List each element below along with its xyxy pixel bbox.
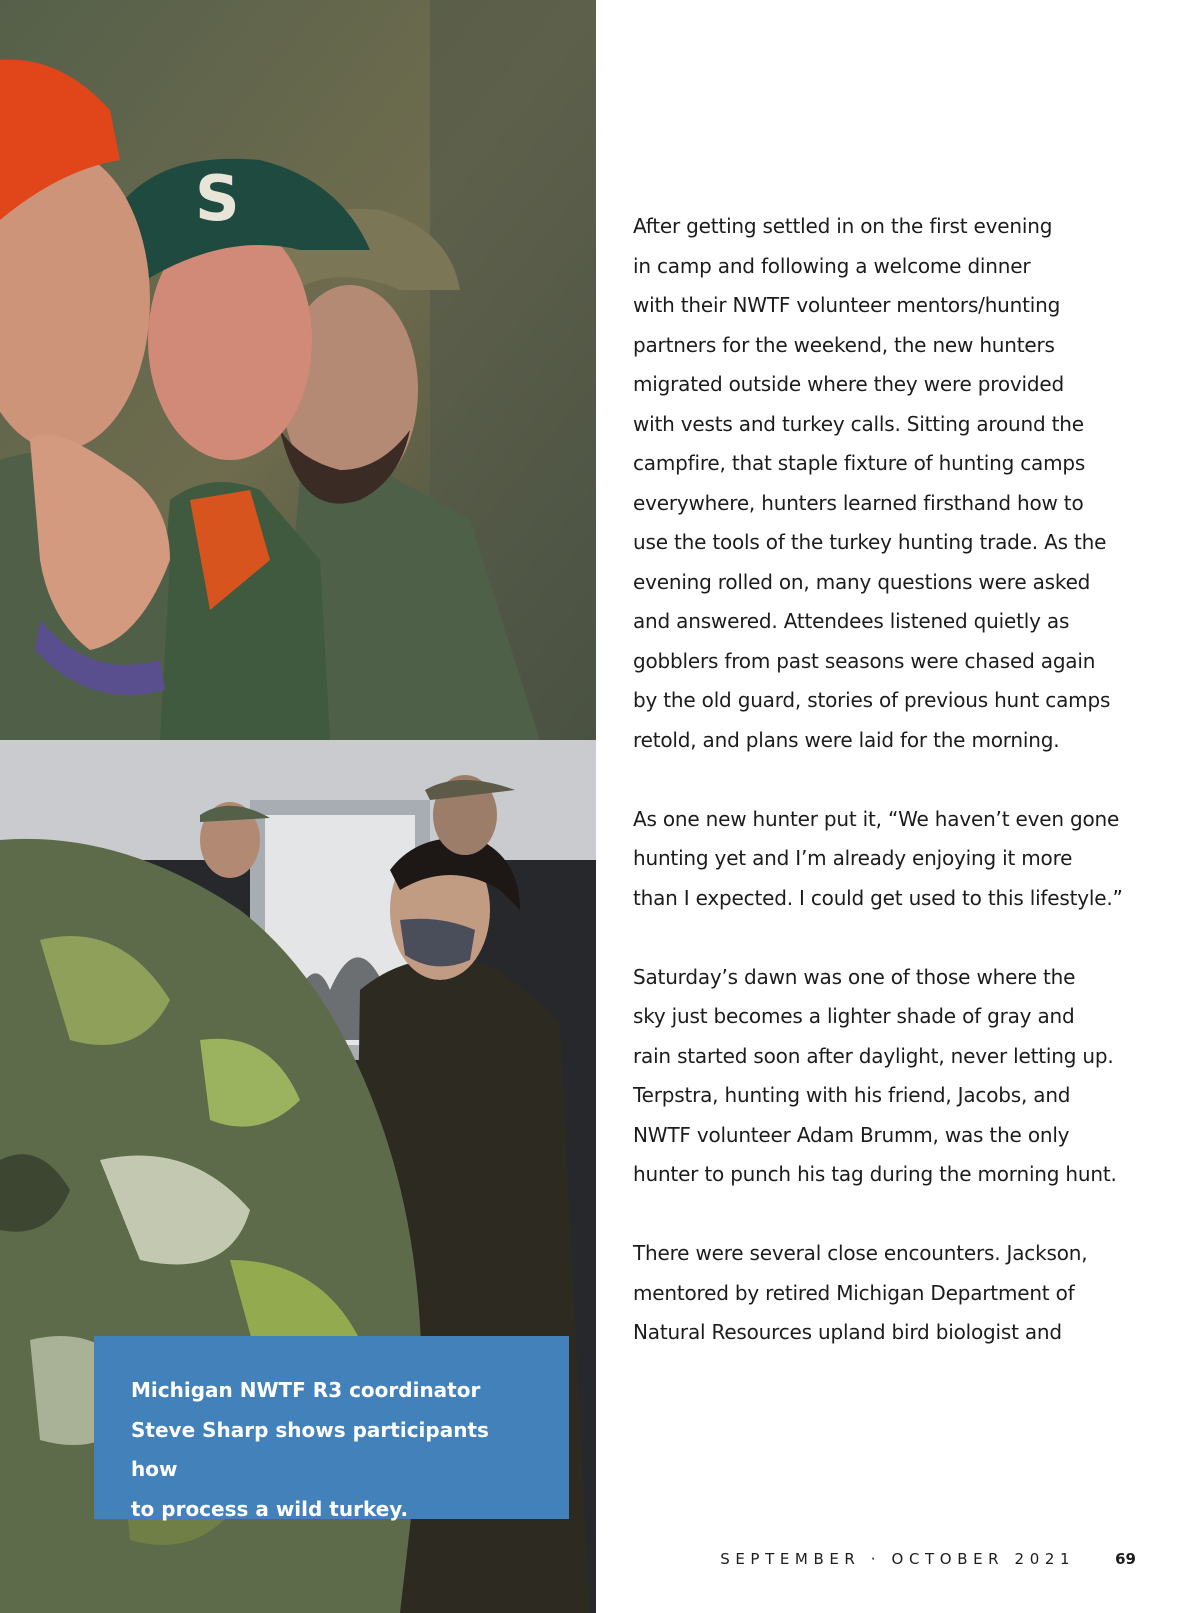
text-line: in camp and following a welcome dinner (633, 253, 1031, 278)
text-line: migrated outside where they were provided (633, 372, 1065, 396)
text-line: After getting settled in on the first evening (633, 214, 1053, 238)
text-line: mentored by retired Michigan Department of (633, 1280, 1075, 1305)
article-body (633, 207, 1153, 1392)
text-line: NWTF volunteer Adam Brumm, was the only (633, 1122, 1070, 1147)
text-line: sky just becomes a lighter shade of gray and (633, 1004, 1075, 1028)
text-line: use the tools of the turkey hunting trade. As the (633, 530, 1107, 554)
text-line: evening rolled on, many questions were asked (633, 569, 1091, 594)
text-line: campfire, that staple fixture of hunting camps (633, 451, 1086, 475)
text-line: than I expected. I could get used to this lifestyle.” (633, 885, 1123, 910)
text-line: everywhere, hunters learned firsthand how to (633, 490, 1084, 515)
text-line: with their NWTF volunteer mentors/hunting (633, 293, 1061, 317)
article-paragraph-1 (633, 207, 1153, 760)
text-line: Terpstra, hunting with his friend, Jacobs, and (633, 1083, 1071, 1107)
photo-hunters-outdoors (0, 0, 596, 740)
article-paragraph-4 (633, 1234, 1153, 1353)
text-line: with vests and turkey calls. Sitting around the (633, 411, 1084, 436)
article-paragraph-2 (633, 800, 1153, 919)
text-line: Saturday’s dawn was one of those where the (633, 964, 1076, 989)
text-line: partners for the weekend, the new hunters (633, 332, 1055, 357)
caption-line: Michigan NWTF R3 coordinator (131, 1378, 481, 1402)
text-line: hunting yet and I’m already enjoying it more (633, 846, 1073, 870)
issue-date: SEPTEMBER · OCTOBER 2021 (720, 1550, 1076, 1568)
text-line: rain started soon after daylight, never letting up. (633, 1043, 1114, 1068)
photo-caption (94, 1336, 569, 1519)
article-paragraph-3 (633, 958, 1153, 1195)
caption-text (131, 1371, 539, 1529)
page-number: 69 (1115, 1550, 1136, 1568)
svg-text:S: S (195, 162, 240, 235)
text-line: retold, and plans were laid for the morning. (633, 727, 1060, 752)
text-line: and answered. Attendees listened quietly as (633, 609, 1070, 633)
text-line: There were several close encounters. Jackson, (633, 1241, 1088, 1265)
page-footer (720, 1550, 1136, 1568)
text-line: by the old guard, stories of previous hunt camps (633, 688, 1111, 712)
text-line: hunter to punch his tag during the morning hunt. (633, 1162, 1117, 1186)
text-line: gobblers from past seasons were chased again (633, 648, 1096, 673)
text-line: As one new hunter put it, “We haven’t even gone (633, 806, 1120, 831)
caption-line: to process a wild turkey. (131, 1496, 409, 1521)
text-line: Natural Resources upland bird biologist and (633, 1320, 1062, 1344)
caption-line: Steve Sharp shows participants how (131, 1417, 489, 1481)
